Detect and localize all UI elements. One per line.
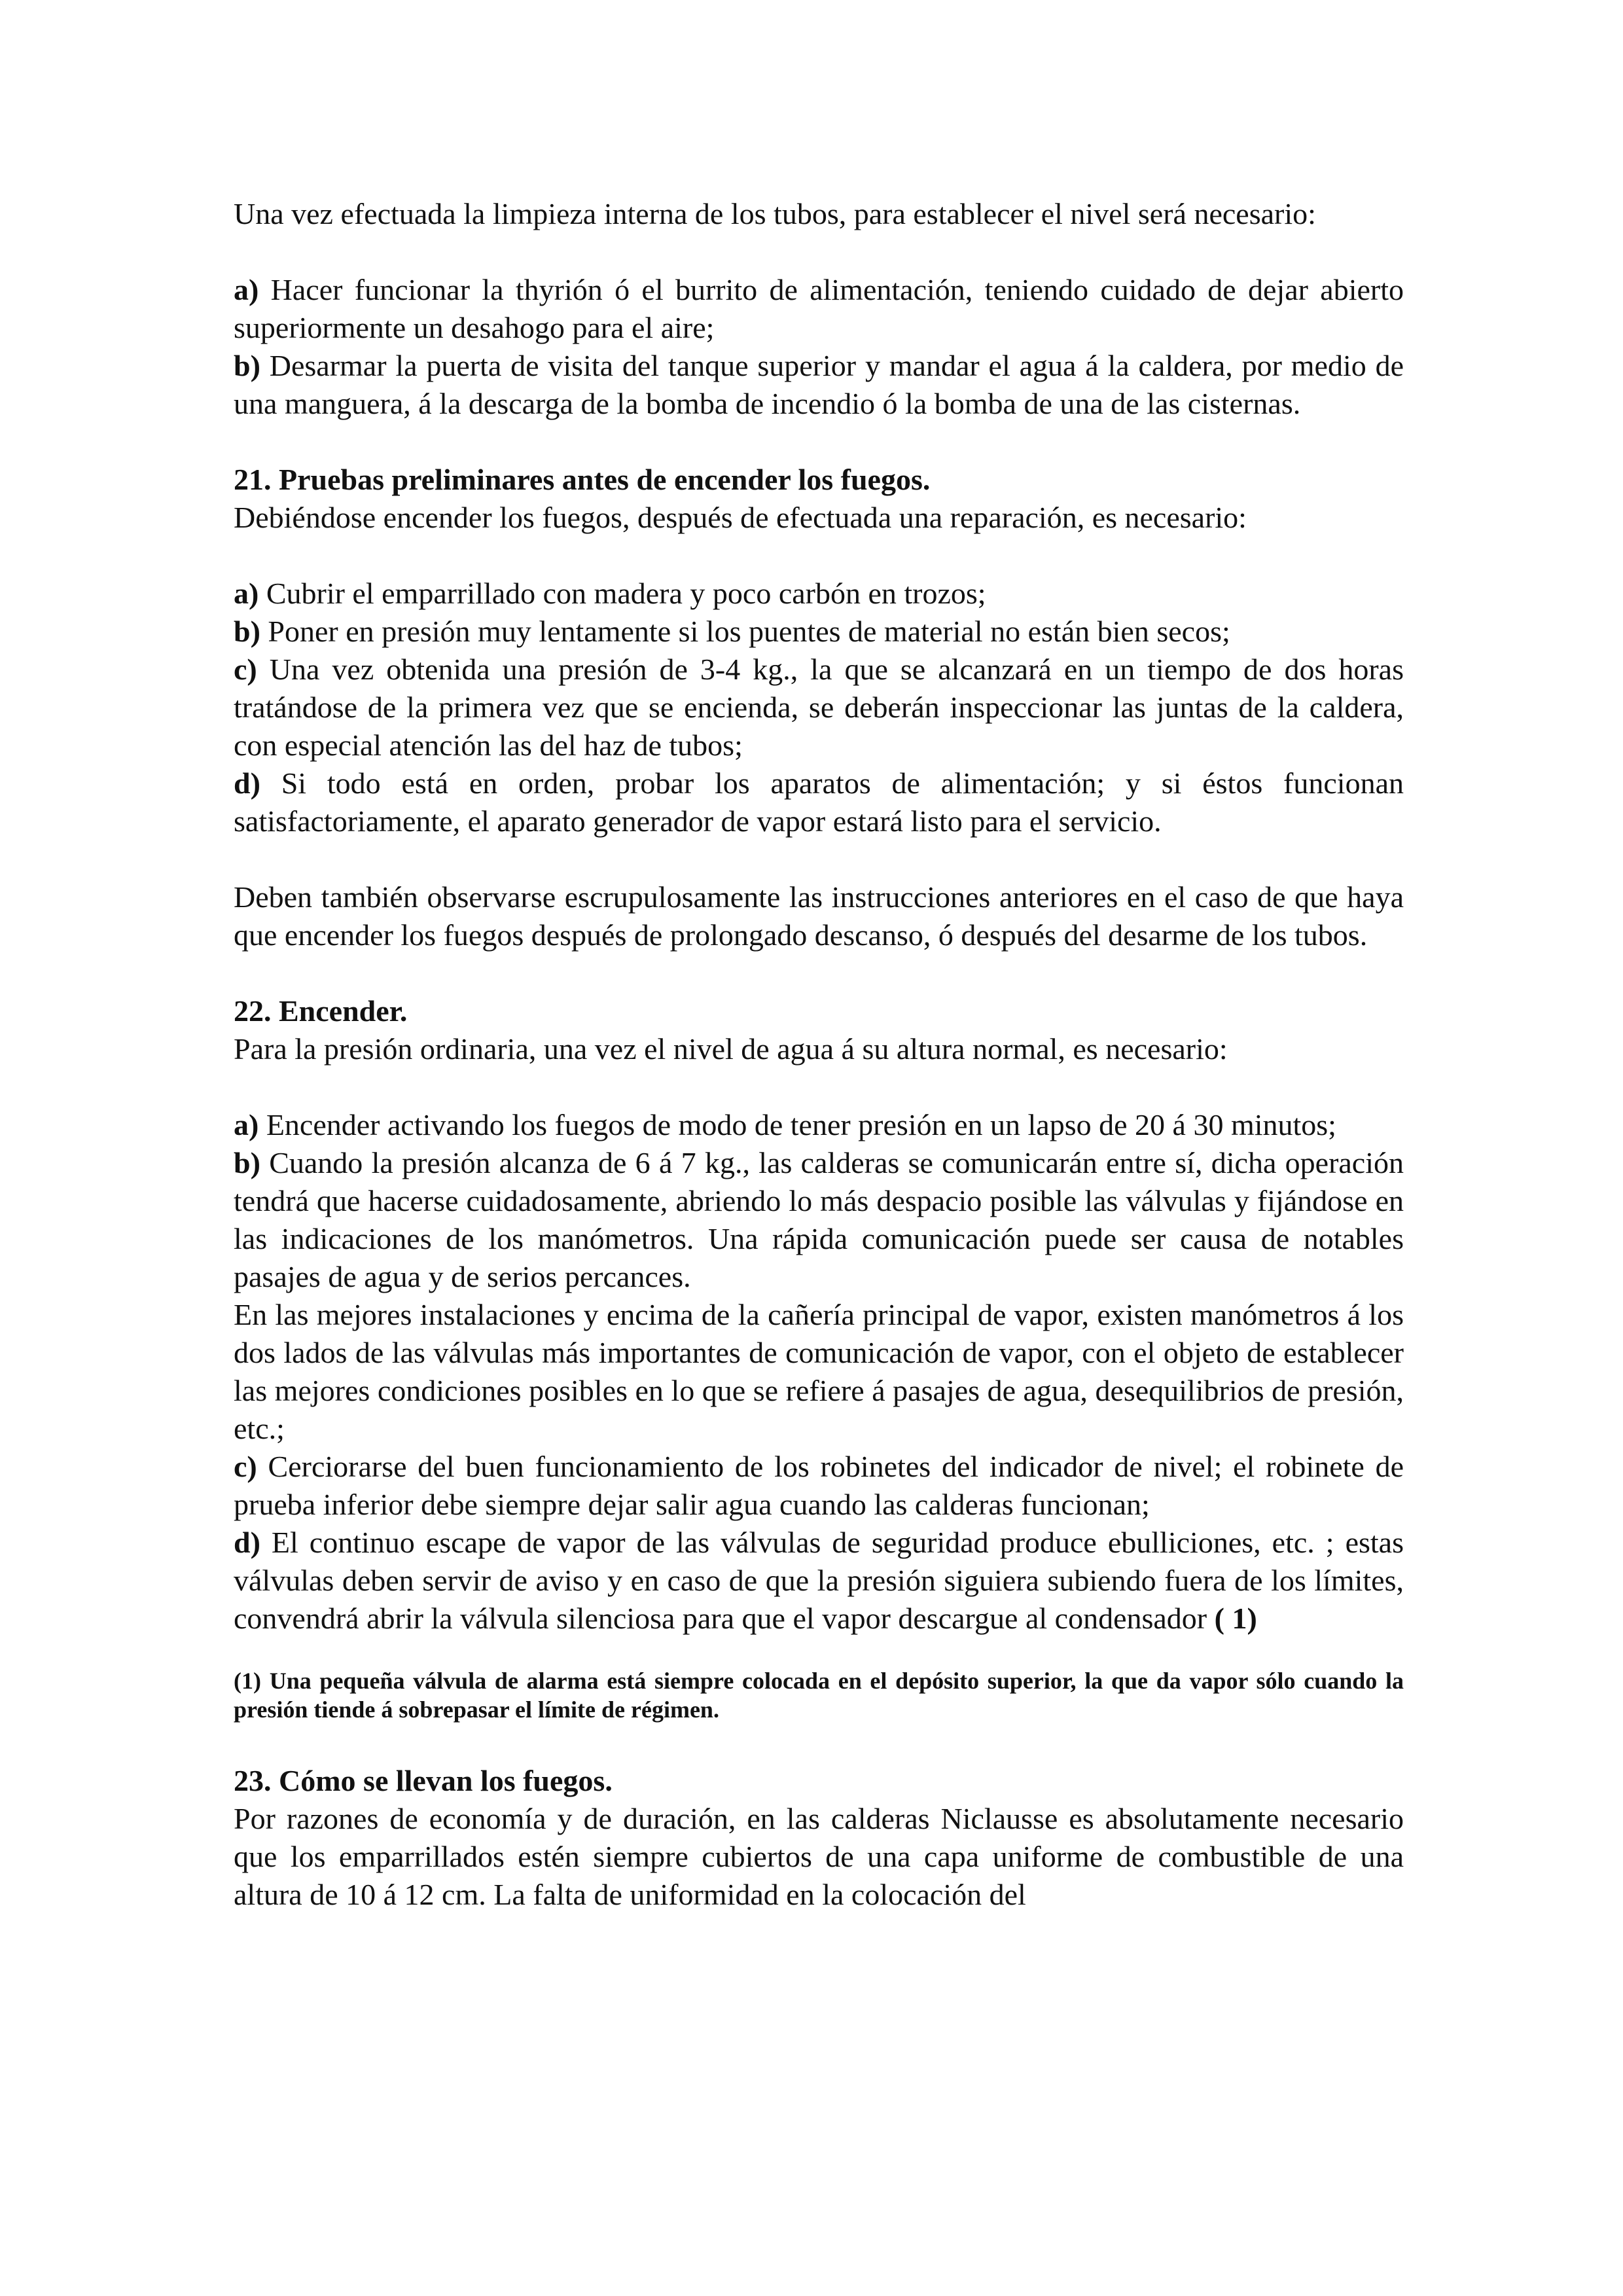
- item-text: Desarmar la puerta de visita del tanque superior y mandar el agua á la caldera, por medio de una manguera, á la descarga de la bomba de incendio ó la bomba de una de las cisternas.: [234, 349, 1404, 420]
- item-text: Cerciorarse del buen funcionamiento de los robinetes del indicador de nivel; el robinete de prueba inferior debe siempre dejar salir agua cuando las calderas funcionan;: [234, 1450, 1404, 1521]
- spacer: [234, 1638, 1404, 1666]
- item-label: b): [234, 1146, 260, 1179]
- item-text: Cuando la presión alcanza de 6 á 7 kg., las calderas se comunicarán entre sí, dicha operación tendrá que hacerse cuidadosamente, abriendo lo más despacio posible las válvulas y fijándose en las indicaciones de los manómetros. Una rápida comunicación puede ser causa de notables pasajes de agua y de serios percances.: [234, 1146, 1404, 1293]
- item-text: Cubrir el emparrillado con madera y poco carbón en trozos;: [259, 577, 986, 610]
- spacer: [234, 233, 1404, 271]
- item-text: Poner en presión muy lentamente si los puentes de material no están bien secos;: [260, 615, 1230, 648]
- item-label: d): [234, 766, 260, 800]
- item-label: a): [234, 1108, 259, 1141]
- section-21-item-a: [234, 575, 1404, 613]
- item-label: b): [234, 349, 260, 382]
- item-label: c): [234, 653, 257, 686]
- section-21-heading: 21. Pruebas preliminares antes de encender los fuegos.: [234, 463, 931, 496]
- section-22-item-c: [234, 1448, 1404, 1524]
- section-21-item-d: [234, 764, 1404, 840]
- item-label: a): [234, 577, 259, 610]
- section-21-item-c: [234, 651, 1404, 764]
- item-text: Encender activando los fuegos de modo de tener presión en un lapso de 20 á 30 minutos;: [259, 1108, 1336, 1141]
- item-label: c): [234, 1450, 257, 1483]
- footnote: (1) Una pequeña válvula de alarma está siempre colocada en el depósito superior, la que da vapor sólo cuando la presión tiende á sobrepasar el límite de régimen.: [234, 1668, 1404, 1723]
- item-text: El continuo escape de vapor de las válvulas de seguridad produce ebulliciones, etc. ; estas válvulas deben servir de aviso y en caso de que la presión siguiera subiendo fuera de los límites, convendrá abrir la válvula silenciosa para que el vapor descargue al condensador: [234, 1526, 1404, 1635]
- spacer: [234, 954, 1404, 992]
- item-text: Una vez obtenida una presión de 3-4 kg., la que se alcanzará en un tiempo de dos horas tratándose de la primera vez que se encienda, se deberán inspeccionar las juntas de la caldera, con especial atención las del haz de tubos;: [234, 653, 1404, 762]
- spacer: [234, 1724, 1404, 1762]
- section-22-paragraph: En las mejores instalaciones y encima de la cañería principal de vapor, existen manómetros á los dos lados de las válvulas más importantes de comunicación de vapor, con el objeto de establecer las mejores condiciones posibles en lo que se refiere á pasajes de agua, desequilibrios de presión, etc.;: [234, 1298, 1404, 1445]
- section-22-item-b: [234, 1144, 1404, 1296]
- item-label: b): [234, 615, 260, 648]
- item-text: Si todo está en orden, probar los aparatos de alimentación; y si éstos funcionan satisfactoriamente, el aparato generador de vapor estará listo para el servicio.: [234, 766, 1404, 838]
- footnote-reference: ( 1): [1214, 1602, 1257, 1635]
- spacer: [234, 1068, 1404, 1106]
- section-22-lead: Para la presión ordinaria, una vez el nivel de agua á su altura normal, es necesario:: [234, 1032, 1228, 1066]
- section-22-item-a: [234, 1106, 1404, 1144]
- section-23-heading: 23. Cómo se llevan los fuegos.: [234, 1764, 613, 1797]
- intro-item-b: [234, 347, 1404, 423]
- spacer: [234, 840, 1404, 878]
- item-label: a): [234, 273, 259, 306]
- item-label: d): [234, 1526, 260, 1559]
- section-22-heading: 22. Encender.: [234, 994, 408, 1028]
- intro-paragraph: Una vez efectuada la limpieza interna de los tubos, para establecer el nivel será necesario:: [234, 197, 1316, 230]
- spacer: [234, 423, 1404, 461]
- spacer: [234, 537, 1404, 575]
- document-page: [234, 195, 1404, 1914]
- section-21-lead: Debiéndose encender los fuegos, después de efectuada una reparación, es necesario:: [234, 501, 1247, 534]
- section-23-paragraph: Por razones de economía y de duración, en las calderas Niclausse es absolutamente necesario que los emparrillados estén siempre cubiertos de una capa uniforme de combustible de una altura de 10 á 12 cm. La falta de uniformidad en la colocación del: [234, 1802, 1404, 1911]
- intro-item-a: [234, 271, 1404, 347]
- section-21-closing: Deben también observarse escrupulosamente las instrucciones anteriores en el caso de que haya que encender los fuegos después de prolongado descanso, ó después del desarme de los tubos.: [234, 880, 1404, 952]
- section-22-item-d: [234, 1524, 1404, 1638]
- section-21-item-b: [234, 613, 1404, 651]
- item-text: Hacer funcionar la thyrión ó el burrito de alimentación, teniendo cuidado de dejar abierto superiormente un desahogo para el aire;: [234, 273, 1404, 344]
